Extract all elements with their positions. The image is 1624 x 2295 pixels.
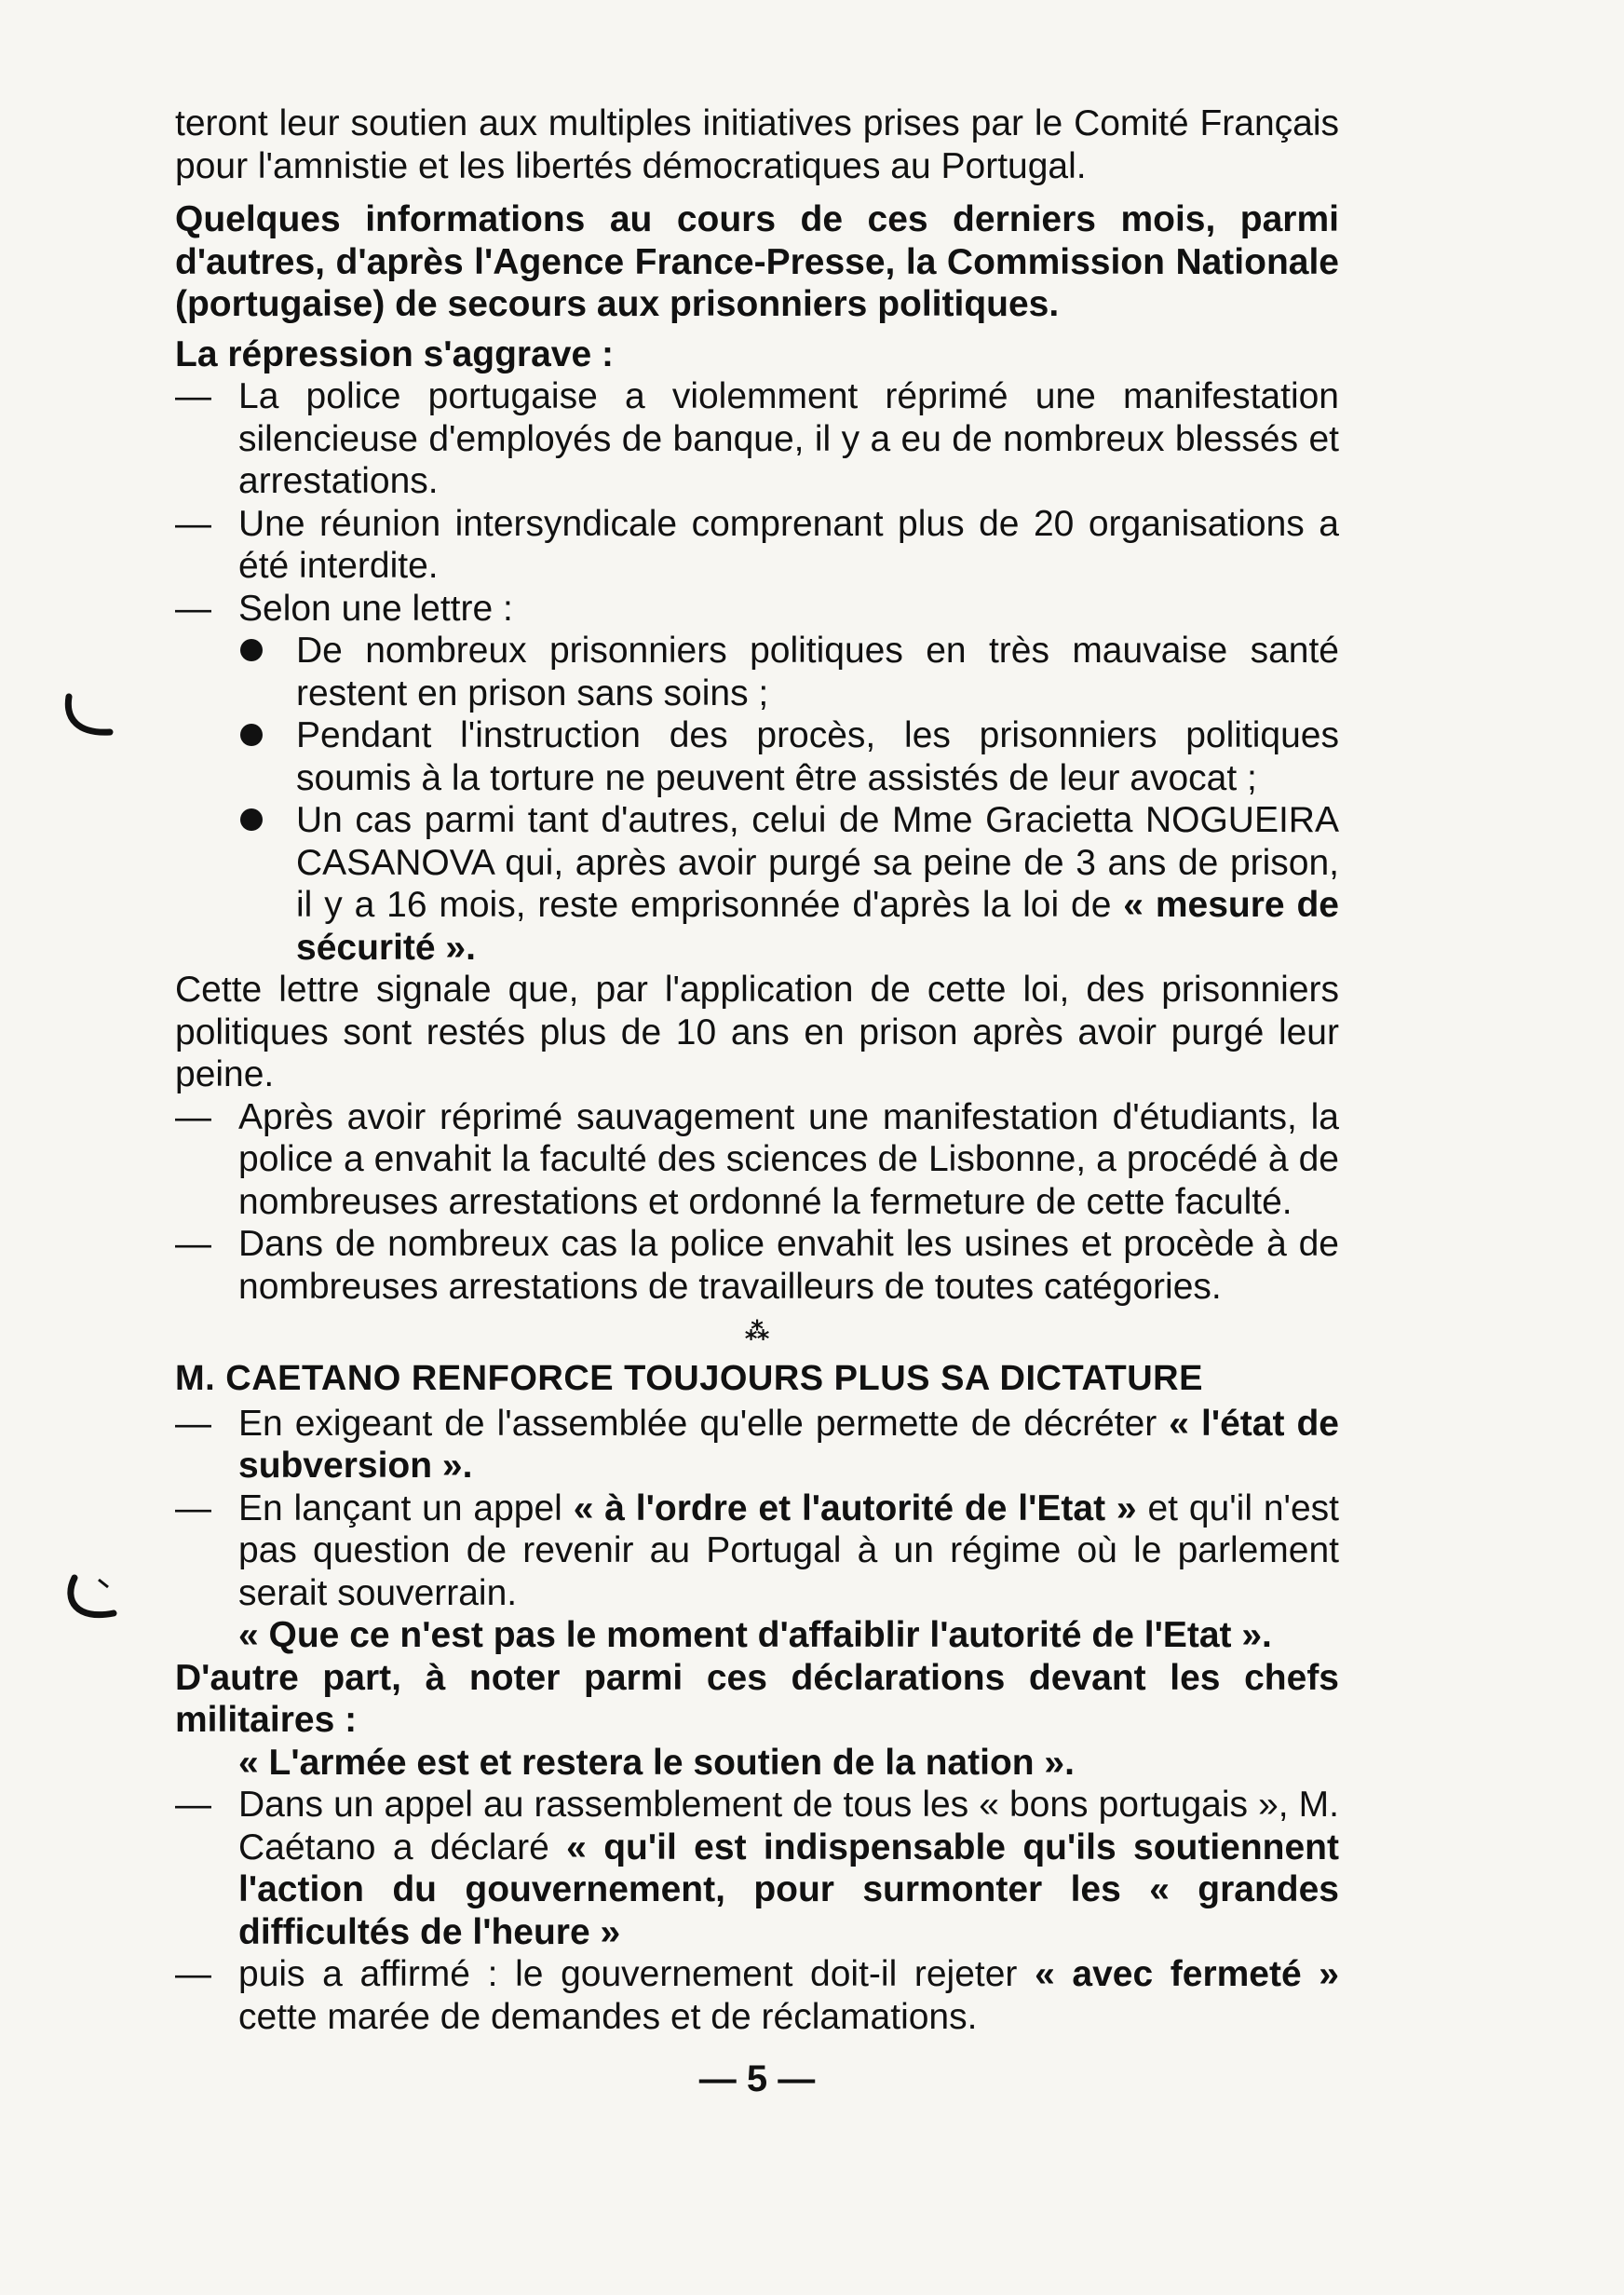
- ordre-autorite-quote: « à l'ordre et l'autorité de l'Etat »: [573, 1487, 1137, 1528]
- dash-item-text: Dans de nombreux cas la police envahit les usines et procède à de nombreuses arrestations de travailleurs de toutes catégories.: [238, 1224, 1339, 1307]
- dash-item-etudiants: [175, 1096, 1339, 1224]
- armee-quote: « L'armée est et restera le soutien de la nation ».: [238, 1742, 1075, 1783]
- repression-subheading: La répression s'aggrave :: [175, 333, 614, 374]
- dash-item-subversion: [175, 1403, 1339, 1487]
- dash-mark: —: [175, 1224, 211, 1264]
- dash-mark: —: [175, 1954, 211, 1994]
- margin-hook-mark-upper: [61, 691, 117, 747]
- bullet-dot-icon: [238, 630, 296, 672]
- margin-hook-mark-lower: [61, 1574, 117, 1630]
- subversion-text: En exigeant de l'assemblée qu'elle permette de décréter: [238, 1403, 1157, 1444]
- dash-item-text: [238, 1784, 1339, 1953]
- dash-item-intersyndicale: [175, 503, 1339, 588]
- page-number: — 5 —: [698, 2058, 816, 2099]
- dash-mark: —: [175, 1785, 211, 1825]
- bullet-item-torture: [238, 714, 1339, 799]
- affaiblir-quote: « Que ce n'est pas le moment d'affaiblir l'autorité de l'Etat ».: [238, 1615, 1272, 1655]
- dash-item-text: Après avoir réprimé sauvagement une manifestation d'étudiants, la police a envahit la faculté des sciences de Lisbonne, a procédé à de nombreuses arrestations et ordonné la fermeture de cette faculté.: [238, 1096, 1339, 1222]
- dash-item-lettre: [175, 588, 1339, 631]
- dash-item-fermete: [175, 1953, 1339, 2038]
- dash-item-text: [238, 1403, 1339, 1487]
- autre-part-paragraph: D'autre part, à noter parmi ces déclarations devant les chefs militaires :: [175, 1657, 1339, 1740]
- bullet-dot-icon: [238, 714, 296, 756]
- dash-mark: —: [175, 376, 211, 416]
- intro-paragraph: teront leur soutien aux multiples initiatives prises par le Comité Français pour l'amnistie et les libertés démocratiques au Portugal.: [175, 103, 1339, 186]
- bullet-item-text: Pendant l'instruction des procès, les prisonniers politiques soumis à la torture ne peuvent être assistés de leur avocat ;: [296, 715, 1339, 798]
- dash-item-text: [238, 1953, 1339, 2038]
- fermete-post: cette marée de demandes et de réclamations.: [238, 1996, 978, 2037]
- fermete-pre: puis a affirmé : le gouvernement doit-il rejeter: [238, 1954, 1018, 1994]
- mesure-securite-quote: « mesure de sécurité ».: [296, 885, 1339, 968]
- bullet-casanova-text: Un cas parmi tant d'autres, celui de Mme Gracietta NOGUEIRA CASANOVA qui, après avoir purgé sa peine de 3 ans de prison, il y a 16 mois, reste emprisonnée d'après la loi de: [296, 800, 1339, 925]
- document-page: [175, 102, 1339, 2101]
- asterism-separator: ⁂: [744, 1317, 770, 1345]
- dash-item-usines: [175, 1223, 1339, 1308]
- dash-item-appel-ordre: [175, 1487, 1339, 1615]
- dash-item-text: Une réunion intersyndicale comprenant plus de 20 organisations a été interdite.: [238, 503, 1339, 586]
- dash-item-police-bank: [175, 375, 1339, 503]
- bullet-item-sante: [238, 630, 1339, 714]
- bullet-dot-icon: [238, 799, 296, 841]
- bons-portugais-pre: Dans un appel au rassemblement de tous les « bons portugais », M. Caétano a déclaré: [238, 1785, 1339, 1867]
- fermete-quote: « avec fermeté »: [1035, 1954, 1340, 1994]
- dash-item-text: Selon une lettre :: [238, 588, 513, 629]
- dash-item-bons-portugais: [175, 1784, 1339, 1953]
- appel-pre: En lançant un appel: [238, 1487, 562, 1528]
- dash-item-text: [238, 1487, 1339, 1615]
- dash-mark: —: [175, 588, 211, 629]
- dash-mark: —: [175, 1403, 211, 1444]
- bullet-item-text: [296, 799, 1339, 969]
- dash-mark: —: [175, 1487, 211, 1528]
- indispensable-quote: « qu'il est indispensable qu'ils soutiennent l'action du gouvernement, pour surmonter les « grandes difficultés de l'heure »: [238, 1826, 1339, 1952]
- letter-paragraph: Cette lettre signale que, par l'application de cette loi, des prisonniers politiques sont restés plus de 10 ans en prison après avoir purgé leur peine.: [175, 970, 1339, 1094]
- lead-paragraph: Quelques informations au cours de ces derniers mois, parmi d'autres, d'après l'Agence France-Presse, la Commission Nationale (portugaise) de secours aux prisonniers politiques.: [175, 199, 1339, 324]
- bullet-item-casanova: [238, 799, 1339, 969]
- dash-mark: —: [175, 503, 211, 544]
- dash-mark: —: [175, 1096, 211, 1137]
- bullet-item-text: De nombreux prisonniers politiques en très mauvaise santé restent en prison sans soins ;: [296, 631, 1339, 713]
- subversion-quote: « l'état de subversion ».: [238, 1403, 1339, 1486]
- appel-post: et qu'il n'est pas question de revenir au Portugal à un régime où le parlement serait souverrain.: [238, 1487, 1340, 1613]
- dash-item-text: La police portugaise a violemment réprimé une manifestation silencieuse d'employés de banque, il y a eu de nombreux blessés et arrestations.: [238, 376, 1339, 501]
- section-heading: M. CAETANO RENFORCE TOUJOURS PLUS SA DICTATURE: [175, 1359, 1203, 1398]
